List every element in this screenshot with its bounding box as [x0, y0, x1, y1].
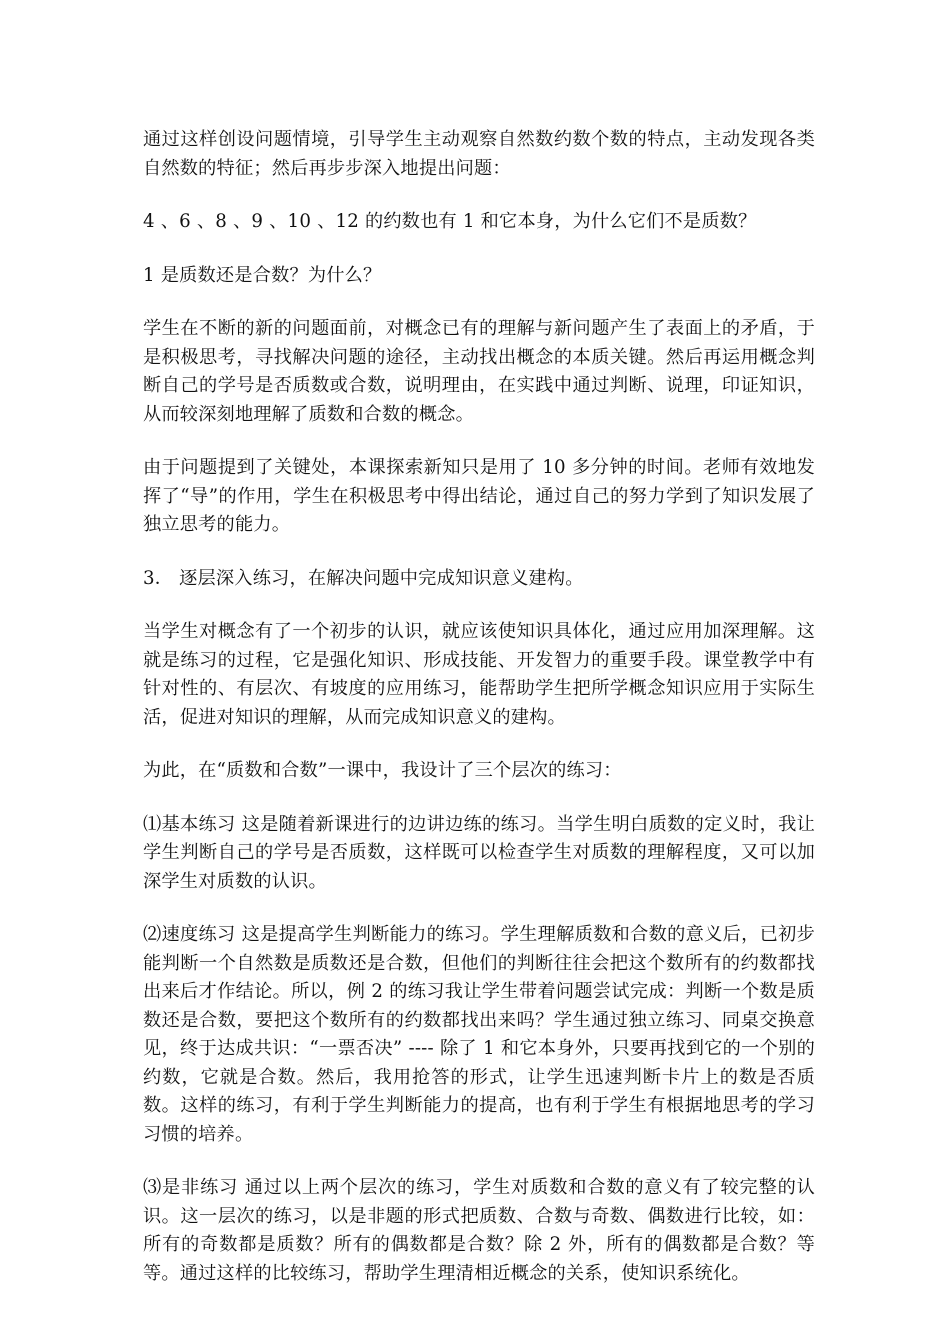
paragraph-key-point: 由于问题提到了关键处，本课探索新知只是用了 10 多分钟的时间。老师有效地发挥了“导”的作用，学生在积极思考中得出结论，通过自己的努力学到了知识发展了独立思考的能力。: [143, 457, 815, 535]
document-page: [143, 126, 815, 1313]
paragraph-speed-practice: ⑵速度练习 这是提高学生判断能力的练习。学生理解质数和合数的意义后，已初步能判断一个自然数是质数还是合数，但他们的判断往往会把这个数所有的约数都找出来后才作结论。所以，例 2 的练习我让学生带着问题尝试完成：判断一个数是质数还是合数，要把这个数所有的约数都找出来吗？学生通过独立练习、同桌交换意见，终于达成共识：“一票否决” ---- 除了 1 和它本身外，只要再找到它的一个别的约数，它就是合数。然后，我用抢答的形式，让学生迅速判断卡片上的数是否质数。这样的练习，有利于学生判断能力的提高，也有利于学生有根据地思考的学习习惯的培养。: [143, 924, 815, 1145]
paragraph-true-false-practice: ⑶是非练习 通过以上两个层次的练习，学生对质数和合数的意义有了较完整的认识。这一层次的练习，以是非题的形式把质数、合数与奇数、偶数进行比较，如：所有的奇数都是质数？所有的偶数都是合数？除 2 外，所有的偶数都是合数？等等。通过这样的比较练习，帮助学生理清相近概念的关系，使知识系统化。: [143, 1177, 815, 1284]
paragraph-three-levels: 为此，在“质数和合数”一课中，我设计了三个层次的练习：: [143, 760, 622, 781]
section-heading-3: 3． 逐层深入练习，在解决问题中完成知识意义建构。: [143, 567, 584, 589]
paragraph-student-thinking: 学生在不断的新的问题面前，对概念已有的理解与新问题产生了表面上的矛盾，于是积极思考，寻找解决问题的途径，主动找出概念的本质关键。然后再运用概念判断自己的学号是否质数或合数，说明理由，在实践中通过判断、说理，印证知识，从而较深刻地理解了质数和合数的概念。: [143, 318, 815, 425]
paragraph-basic-practice: ⑴基本练习 这是随着新课进行的边讲边练的练习。当学生明白质数的定义时，我让学生判断自己的学号是否质数，这样既可以检查学生对质数的理解程度，又可以加深学生对质数的认识。: [143, 813, 815, 892]
paragraph-question-2: 1 是质数还是合数？为什么？: [143, 264, 382, 286]
paragraph-intro: 通过这样创设问题情境，引导学生主动观察自然数约数个数的特点，主动发现各类自然数的特征；然后再步步深入地提出问题：: [143, 129, 815, 179]
paragraph-practice-intro: 当学生对概念有了一个初步的认识，就应该使知识具体化，通过应用加深理解。这就是练习的过程，它是强化知识、形成技能、开发智力的重要手段。课堂教学中有针对性的、有层次、有坡度的应用练习，能帮助学生把所学概念知识应用于实际生活，促进对知识的理解，从而完成知识意义的建构。: [143, 621, 815, 728]
paragraph-question-1: 4 、6 、8 、9 、10 、12 的约数也有 1 和它本身，为什么它们不是质数？: [143, 211, 757, 232]
